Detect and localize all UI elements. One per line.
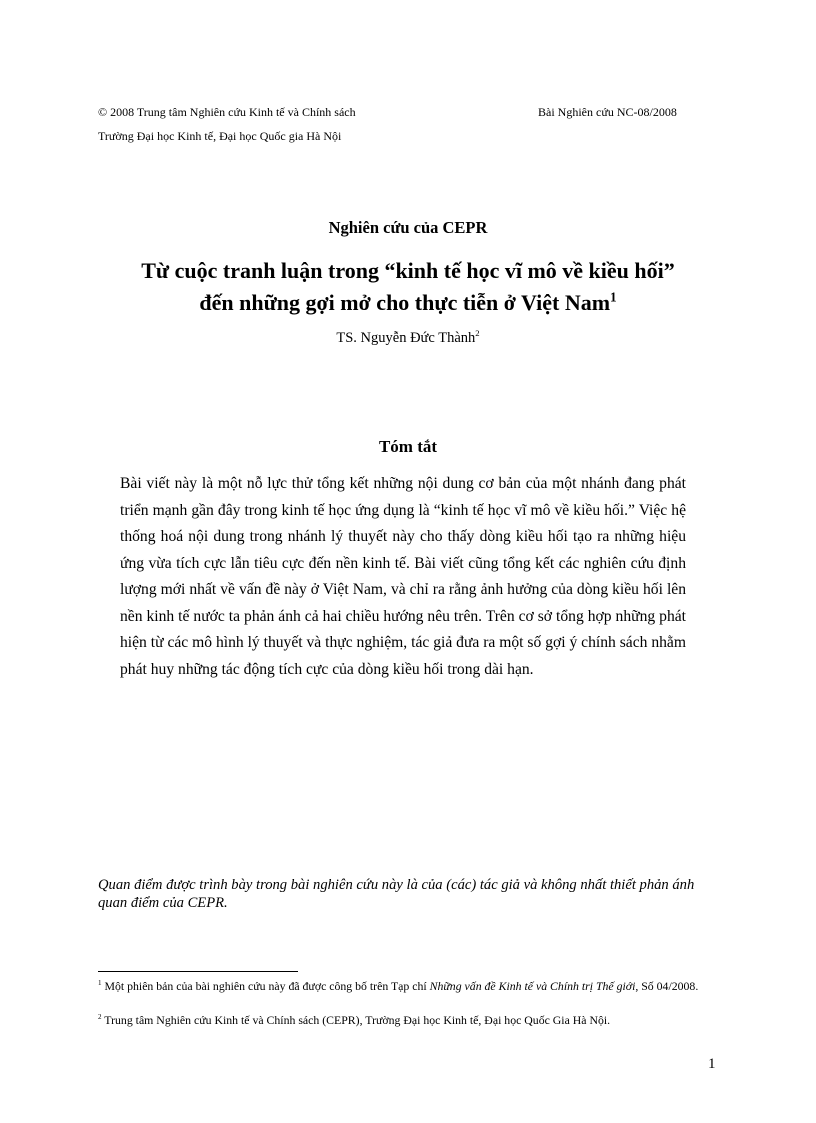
title-line-1: Từ cuộc tranh luận trong “kinh tế học vĩ mô về kiều hối” — [141, 258, 675, 283]
footnote-1-issue: , Số 04/2008. — [635, 979, 699, 993]
abstract-body: Bài viết này là một nỗ lực thử tổng kết những nội dung cơ bản của một nhánh đang phát triển mạnh gần đây trong kinh tế học ứng dụng là “kinh tế học vĩ mô về kiều hối.” Việc hệ thống hoá nội dung trong nhánh lý thuyết này cho thấy dòng kiều hối tạo ra những hiệu ứng vừa tích cực lẫn tiêu cực đến nền kinh tế. Bài viết cũng tổng kết các nghiên cứu định lượng mới nhất về vấn đề này ở Việt Nam, và chỉ ra rằng ảnh hưởng của dòng kiều hối lên nền kinh tế nước ta phản ánh cả hai chiều hướng nêu trên. Trên cơ sở tổng hợp những phát hiện từ các mô hình lý thuyết và thực nghiệm, tác giả đưa ra một số gợi ý chính sách nhằm phát huy những tác động tích cực của dòng kiều hối trong dài hạn. — [120, 475, 686, 678]
footnote-2 — [98, 1014, 708, 1027]
header-paper-id: Bài Nghiên cứu NC-08/2008 — [538, 105, 677, 119]
author-line — [0, 330, 816, 347]
title-footnote-mark: 1 — [610, 289, 617, 305]
page-number: 1 — [708, 1056, 716, 1072]
title-line-2 — [0, 287, 816, 319]
footnote-1-journal: Những vấn đề Kinh tế và Chính trị Thế giới — [429, 979, 636, 993]
footnote-1 — [98, 980, 708, 993]
disclaimer: Quan điểm được trình bày trong bài nghiên cứu này là của (các) tác giả và không nhất thiết phản ánh quan điểm của CEPR. — [98, 877, 695, 911]
footnote-1-text: Một phiên bản của bài nghiên cứu này đã được công bố trên Tạp chí — [104, 979, 430, 993]
author-footnote-mark: 2 — [475, 328, 480, 339]
abstract-heading: Tóm tắt — [378, 437, 438, 456]
footnote-divider — [98, 971, 298, 972]
footnote-2-mark: 2 — [98, 1013, 102, 1022]
header-institution: Trường Đại học Kinh tế, Đại học Quốc gia Hà Nội — [98, 129, 342, 143]
footnote-2-text: Trung tâm Nghiên cứu Kinh tế và Chính sách (CEPR), Trường Đại học Kinh tế, Đại học Quốc Gia Hà Nội. — [104, 1013, 611, 1027]
footnote-1-mark: 1 — [98, 979, 102, 988]
header-copyright: © 2008 Trung tâm Nghiên cứu Kinh tế và Chính sách — [98, 105, 356, 119]
series-label: Nghiên cứu của CEPR — [328, 218, 488, 237]
author-name: TS. Nguyễn Đức Thành — [336, 330, 476, 346]
title-line-2-text: đến những gợi mở cho thực tiễn ở Việt Nam — [199, 290, 611, 315]
